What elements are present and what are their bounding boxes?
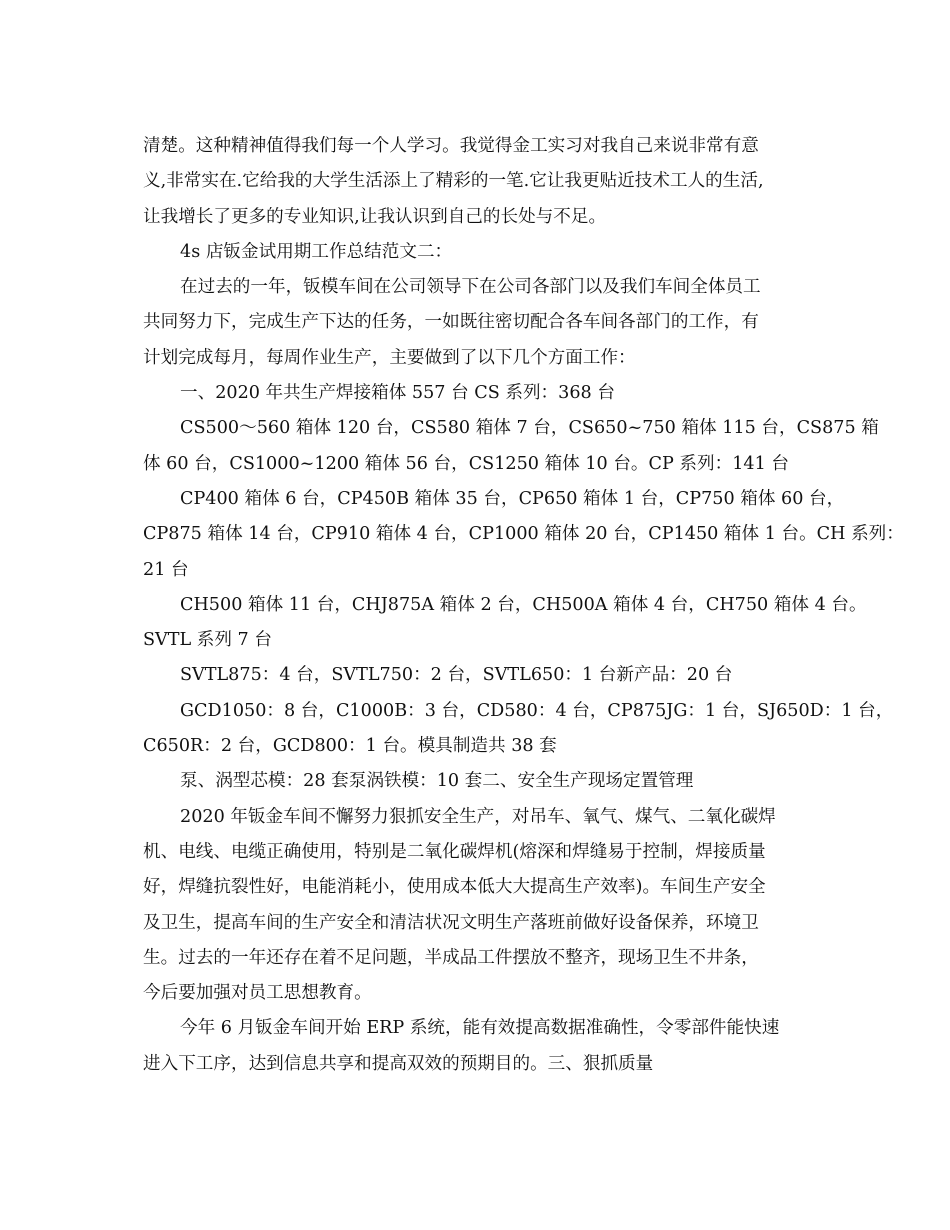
text-line: 共同努力下，完成生产下达的任务，一如既往密切配合各车间各部门的工作，有 [143, 312, 759, 333]
text-line: 计划完成每月，每周作业生产，主要做到了以下几个方面工作： [143, 347, 636, 368]
text-line: SVTL 系列 7 台 [143, 630, 272, 651]
text-line: 生。过去的一年还存在着不足问题，半成品工件摆放不整齐，现场卫生不井条， [143, 947, 759, 968]
text-line: 在过去的一年，钣模车间在公司领导下在公司各部门以及我们车间全体员工 [180, 277, 761, 298]
text-line: 一、2020 年共生产焊接箱体 557 台 CS 系列：368 台 [180, 383, 615, 404]
text-line: 21 台 [143, 559, 189, 580]
document-page [143, 129, 904, 1082]
text-line: 今后要加强对员工思想教育。 [143, 983, 372, 1004]
text-line: 机、电线、电缆正确使用，特别是二氧化碳焊机(熔深和焊缝易于控制，焊接质量 [143, 841, 766, 862]
text-line: 2020 年钣金车间不懈努力狠抓安全生产，对吊车、氧气、煤气、二氧化碳焊 [180, 806, 776, 827]
text-line: CS500～560 箱体 120 台，CS580 箱体 7 台，CS650~750 箱体 115 台，CS875 箱 [180, 418, 879, 439]
text-line: CH500 箱体 11 台，CHJ875A 箱体 2 台，CH500A 箱体 4 台，CH750 箱体 4 台。 [180, 594, 867, 615]
text-line: 泵、涡型芯模：28 套泵涡铁模：10 套二、安全生产现场定置管理 [180, 771, 694, 792]
text-line: SVTL875：4 台，SVTL750：2 台，SVTL650：1 台新产品：20 台 [180, 665, 733, 686]
text-line: C650R：2 台，GCD800：1 台。模具制造共 38 套 [143, 736, 557, 757]
text-line: CP400 箱体 6 台，CP450B 箱体 35 台，CP650 箱体 1 台，CP750 箱体 60 台， [180, 488, 845, 509]
text-line: 今年 6 月钣金车间开始 ERP 系统，能有效提高数据准确性，令零部件能快速 [180, 1018, 780, 1039]
text-line: 好，焊缝抗裂性好，电能消耗小，使用成本低大大提高生产效率)。车间生产安全 [143, 877, 766, 898]
text-line: CP875 箱体 14 台，CP910 箱体 4 台，CP1000 箱体 20 台，CP1450 箱体 1 台。CH 系列： [143, 524, 904, 545]
text-line: 体 60 台，CS1000~1200 箱体 56 台，CS1250 箱体 10 台。CP 系列：141 台 [143, 453, 789, 474]
section-heading: 4s 店钣金试用期工作总结范文二： [180, 241, 453, 262]
text-line: 清楚。这种精神值得我们每一个人学习。我觉得金工实习对我自己来说非常有意 [143, 136, 759, 156]
text-line: 及卫生，提高车间的生产安全和清洁状况文明生产落班前做好设备保养，环境卫 [143, 912, 759, 933]
text-line: 进入下工序，达到信息共享和提高双效的预期目的。三、狠抓质量 [143, 1053, 654, 1074]
text-line: GCD1050：8 台，C1000B：3 台，CD580：4 台，CP875JG：1 台，SJ650D：1 台， [180, 700, 894, 721]
text-line: 义,非常实在.它给我的大学生活添上了精彩的一笔.它让我更贴近技术工人的生活, [143, 171, 764, 192]
text-line: 让我增长了更多的专业知识,让我认识到自己的长处与不足。 [143, 206, 607, 227]
